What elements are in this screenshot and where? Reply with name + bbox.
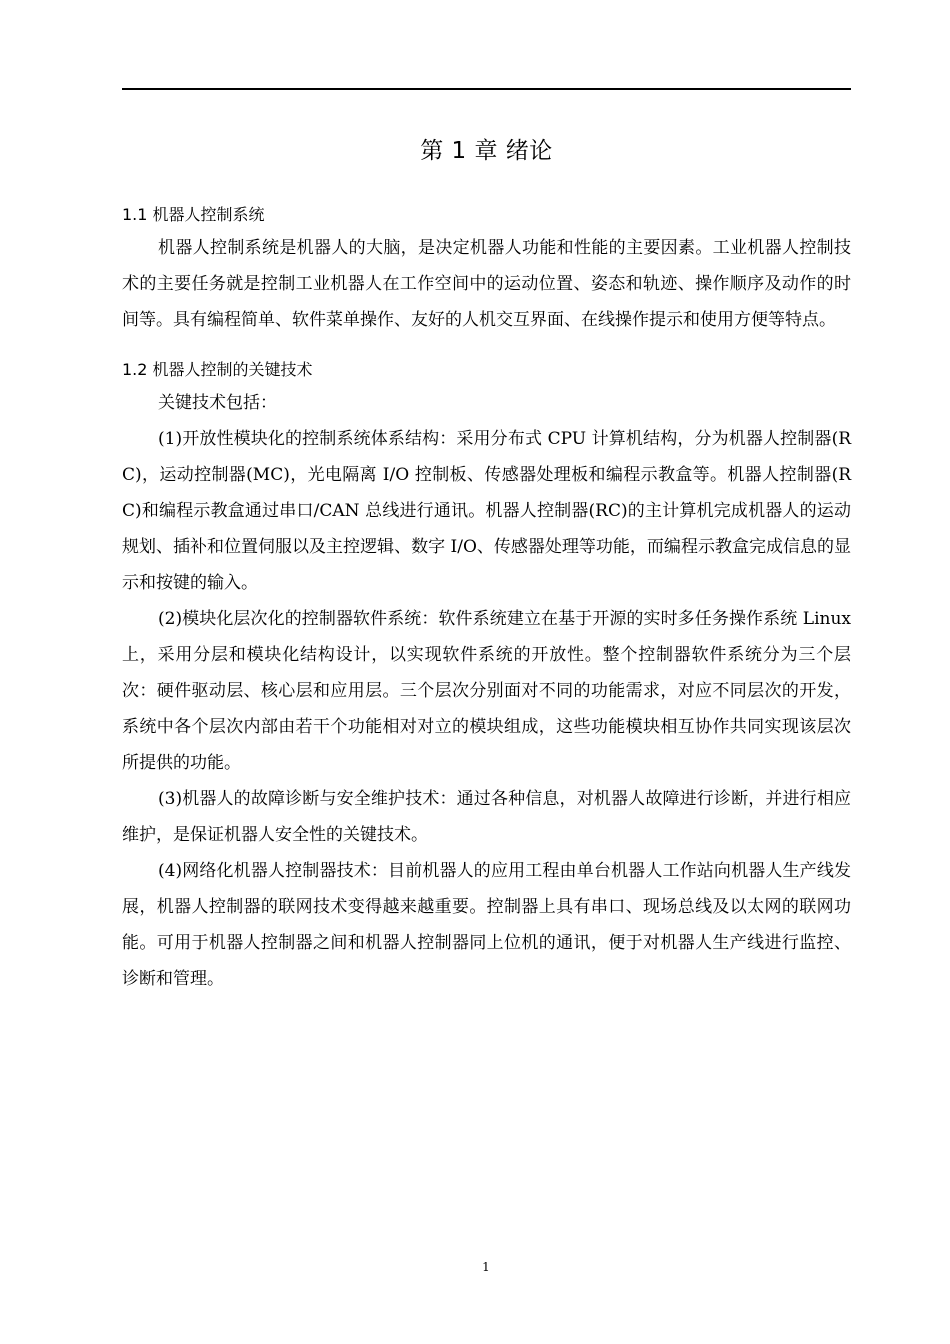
- section-heading: 1.2 机器人控制的关键技术: [122, 360, 313, 379]
- paragraph: (4)网络化机器人控制器技术：目前机器人的应用工程由单台机器人工作站向机器人生产线发展，机器人控制器的联网技术变得越来越重要。控制器上具有串口、现场总线及以太网的联网功能。可用于机器人控制器之间和机器人控制器同上位机的通讯，便于对机器人生产线进行监控、诊断和管理。: [122, 861, 851, 989]
- section-1-2: [122, 355, 851, 997]
- paragraph: (2)模块化层次化的控制器软件系统：软件系统建立在基于开源的实时多任务操作系统 Linux 上，采用分层和模块化结构设计，以实现软件系统的开放性。整个控制器软件系统分为三个层次：硬件驱动层、核心层和应用层。三个层次分别面对不同的功能需求，对应不同层次的开发，系统中各个层次内部由若干个功能相对对立的模块组成，这些功能模块相互协作共同实现该层次所提供的功能。: [122, 609, 851, 773]
- chapter-title: 第 1 章 绪论: [420, 138, 553, 164]
- paragraph: 关键技术包括：: [158, 393, 277, 413]
- paragraph: (1)开放性模块化的控制系统体系结构：采用分布式 CPU 计算机结构，分为机器人控制器(RC)，运动控制器(MC)，光电隔离 I/O 控制板、传感器处理板和编程示教盒等。机器人控制器(RC)和编程示教盒通过串口/CAN 总线进行通讯。机器人控制器(RC)的主计算机完成机器人的运动规划、插补和位置伺服以及主控逻辑、数字 I/O、传感器处理等功能，而编程示教盒完成信息的显示和按键的输入。: [122, 429, 851, 593]
- header-rule: [122, 88, 851, 90]
- document-body: [122, 200, 851, 997]
- paragraph: 机器人控制系统是机器人的大脑，是决定机器人功能和性能的主要因素。工业机器人控制技术的主要任务就是控制工业机器人在工作空间中的运动位置、姿态和轨迹、操作顺序及动作的时间等。具有编程简单、软件菜单操作、友好的人机交互界面、在线操作提示和使用方便等特点。: [122, 238, 851, 330]
- section-heading: 1.1 机器人控制系统: [122, 205, 265, 224]
- section-1-1: [122, 200, 851, 338]
- paragraph: (3)机器人的故障诊断与安全维护技术：通过各种信息，对机器人故障进行诊断，并进行相应维护，是保证机器人安全性的关键技术。: [122, 789, 851, 845]
- page-number: 1: [482, 1260, 490, 1274]
